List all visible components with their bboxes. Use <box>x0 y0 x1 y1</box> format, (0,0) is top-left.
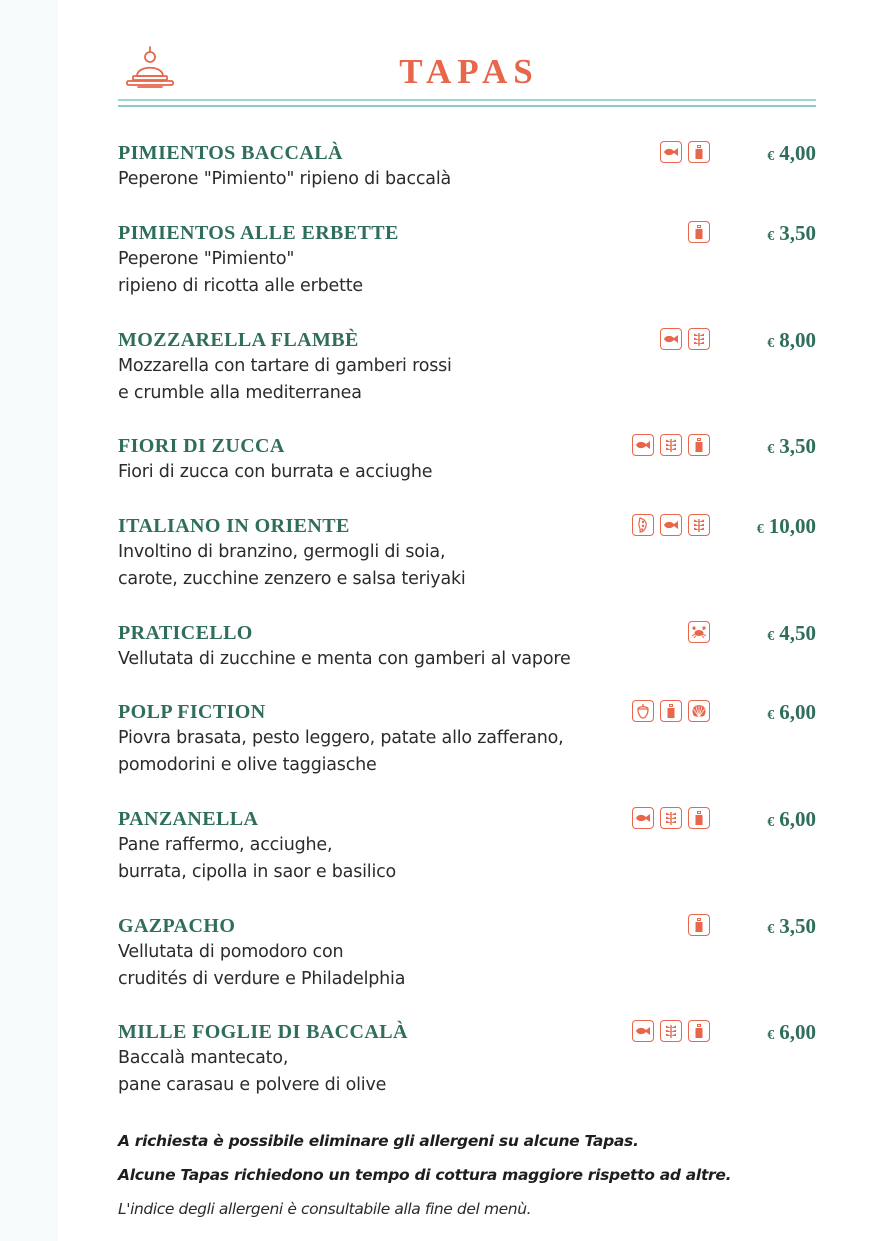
menu-item-description: e crumble alla mediterranea <box>118 383 362 403</box>
currency-symbol: € <box>767 708 775 723</box>
menu-item <box>118 620 816 673</box>
currency-symbol: € <box>767 149 775 164</box>
menu-item-name: PIMIENTOS ALLE ERBETTE <box>118 222 399 244</box>
menu-item <box>118 1019 816 1099</box>
currency-symbol: € <box>767 629 775 644</box>
mollusc-allergen-icon <box>688 700 710 722</box>
menu-item-description: Vellutata di zucchine e menta con gamberi al vapore <box>118 649 571 669</box>
gluten-allergen-icon <box>660 807 682 829</box>
menu-item <box>118 913 816 993</box>
menu-item-description: burrata, cipolla in saor e basilico <box>118 862 397 882</box>
allergen-icons <box>688 621 710 643</box>
allergen-icons <box>632 700 710 722</box>
menu-item-name: FIORI DI ZUCCA <box>118 435 285 457</box>
price-value: 4,00 <box>779 141 816 165</box>
note-cooking-time: Alcune Tapas richiedono un tempo di cottura maggiore rispetto ad altre. <box>118 1166 732 1184</box>
menu-item-description: ripieno di ricotta alle erbette <box>118 276 363 296</box>
menu-item-price <box>767 433 816 463</box>
allergen-icons <box>660 328 710 350</box>
menu-item-description: pomodorini e olive taggiasche <box>118 755 377 775</box>
menu-item-price <box>757 513 816 543</box>
price-value: 4,50 <box>779 621 816 645</box>
menu-item-name: MOZZARELLA FLAMBÈ <box>118 329 359 351</box>
menu-item-name: PANZANELLA <box>118 808 259 830</box>
price-value: 8,00 <box>779 328 816 352</box>
allergen-notes <box>118 1124 818 1226</box>
allergen-icons <box>632 514 710 536</box>
currency-symbol: € <box>767 815 775 830</box>
menu-item-description: Piovra brasata, pesto leggero, patate allo zafferano, <box>118 728 564 748</box>
crustacean-allergen-icon <box>688 621 710 643</box>
menu-item-description: Baccalà mantecato, <box>118 1048 289 1068</box>
menu-item <box>118 513 816 593</box>
menu-item-price <box>767 620 816 650</box>
menu-item-name: ITALIANO IN ORIENTE <box>118 515 350 537</box>
gluten-allergen-icon <box>688 514 710 536</box>
gluten-allergen-icon <box>688 328 710 350</box>
price-value: 6,00 <box>779 807 816 831</box>
menu-item <box>118 327 816 407</box>
menu-item-description: Peperone "Pimiento" ripieno di baccalà <box>118 169 452 189</box>
currency-symbol: € <box>767 1028 775 1043</box>
milk-allergen-icon <box>688 1020 710 1042</box>
soy-allergen-icon <box>632 514 654 536</box>
allergen-icons <box>688 221 710 243</box>
header-divider-bottom <box>118 105 816 107</box>
price-value: 6,00 <box>779 700 816 724</box>
fish-allergen-icon <box>632 434 654 456</box>
menu-item <box>118 433 816 486</box>
currency-symbol: € <box>767 229 775 244</box>
milk-allergen-icon <box>688 807 710 829</box>
milk-allergen-icon <box>688 914 710 936</box>
menu-item-description: Involtino di branzino, germogli di soia, <box>118 542 446 562</box>
fish-allergen-icon <box>660 328 682 350</box>
section-header <box>118 44 816 110</box>
price-value: 3,50 <box>779 434 816 458</box>
currency-symbol: € <box>767 442 775 457</box>
page-margin-strip <box>0 0 58 1241</box>
menu-item-name: PRATICELLO <box>118 622 253 644</box>
nuts-allergen-icon <box>632 700 654 722</box>
page-title: TAPAS <box>399 52 539 91</box>
milk-allergen-icon <box>688 221 710 243</box>
fish-allergen-icon <box>660 514 682 536</box>
note-allergen-index: L'indice degli allergeni è consultabile alla fine del menù. <box>118 1200 532 1218</box>
menu-item <box>118 140 816 193</box>
menu-item-description: Fiori di zucca con burrata e acciughe <box>118 462 433 482</box>
menu-item <box>118 699 816 779</box>
menu-item-price <box>767 1019 816 1049</box>
menu-item-description: crudités di verdure e Philadelphia <box>118 969 406 989</box>
price-value: 6,00 <box>779 1020 816 1044</box>
menu-item-description: Vellutata di pomodoro con <box>118 942 344 962</box>
price-value: 3,50 <box>779 221 816 245</box>
menu-item-price <box>767 140 816 170</box>
note-remove-allergens: A richiesta è possibile eliminare gli allergeni su alcune Tapas. <box>118 1132 639 1150</box>
menu-item-description: Peperone "Pimiento" <box>118 249 295 269</box>
menu-item-price <box>767 220 816 250</box>
fish-allergen-icon <box>660 141 682 163</box>
allergen-icons <box>632 434 710 456</box>
menu-item-description: Pane raffermo, acciughe, <box>118 835 333 855</box>
gluten-allergen-icon <box>660 1020 682 1042</box>
menu-item-price <box>767 699 816 729</box>
menu-item-description: pane carasau e polvere di olive <box>118 1075 387 1095</box>
gluten-allergen-icon <box>660 434 682 456</box>
menu-item-name: POLP FICTION <box>118 701 266 723</box>
menu-item <box>118 220 816 300</box>
fish-allergen-icon <box>632 807 654 829</box>
currency-symbol: € <box>756 522 764 537</box>
currency-symbol: € <box>767 922 775 937</box>
menu-item-name: PIMIENTOS BACCALÀ <box>118 142 343 164</box>
menu-item-name: MILLE FOGLIE DI BACCALÀ <box>118 1021 408 1043</box>
menu-item <box>118 806 816 886</box>
menu-item-price <box>767 327 816 357</box>
milk-allergen-icon <box>688 434 710 456</box>
fish-allergen-icon <box>632 1020 654 1042</box>
menu-item-description: carote, zucchine zenzero e salsa teriyaki <box>118 569 466 589</box>
allergen-icons <box>632 807 710 829</box>
allergen-icons <box>632 1020 710 1042</box>
allergen-icons <box>660 141 710 163</box>
price-value: 3,50 <box>779 914 816 938</box>
menu-item-price <box>767 913 816 943</box>
menu-item-price <box>767 806 816 836</box>
header-divider-top <box>118 99 816 101</box>
milk-allergen-icon <box>660 700 682 722</box>
menu-item-description: Mozzarella con tartare di gamberi rossi <box>118 356 452 376</box>
currency-symbol: € <box>767 336 775 351</box>
menu-item-name: GAZPACHO <box>118 915 236 937</box>
price-value: 10,00 <box>768 514 816 538</box>
milk-allergen-icon <box>688 141 710 163</box>
allergen-icons <box>688 914 710 936</box>
